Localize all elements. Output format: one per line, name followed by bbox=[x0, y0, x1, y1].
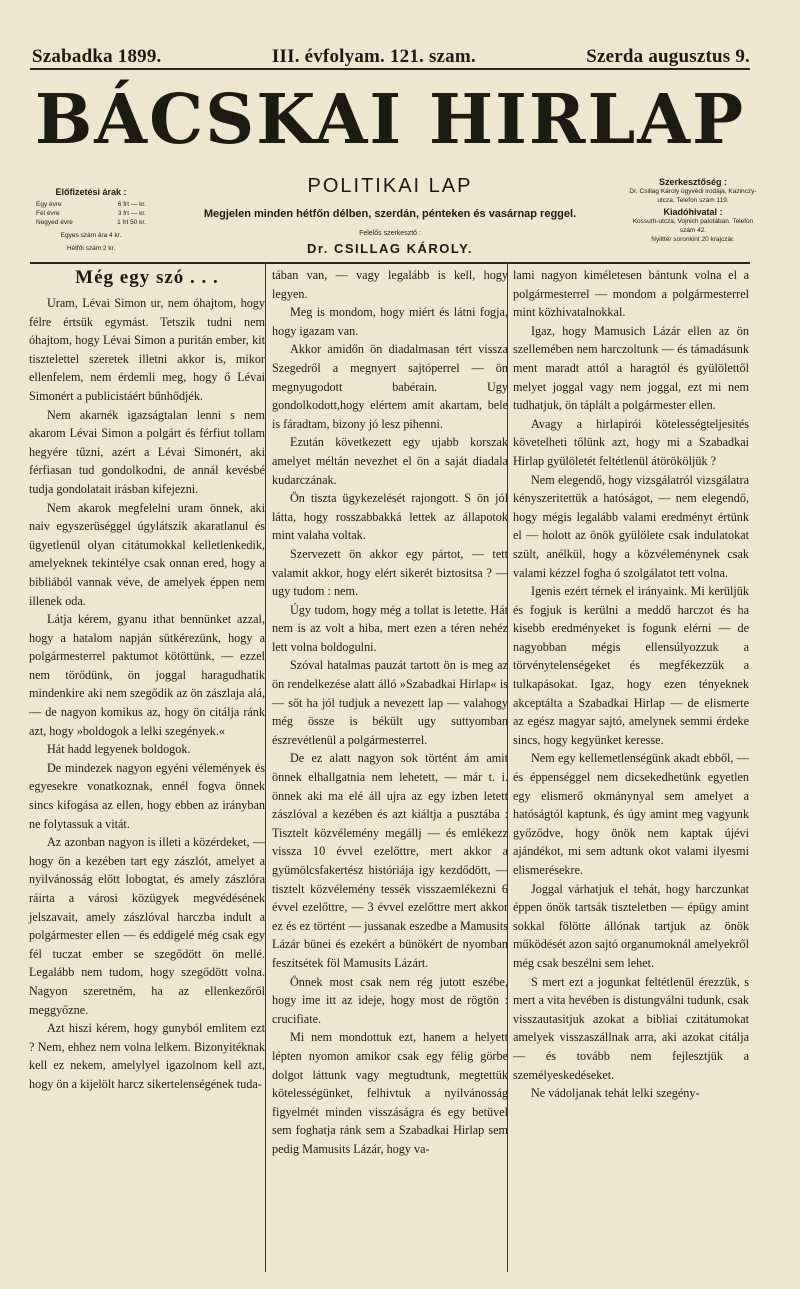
paragraph: Ezután következett egy ujabb korszak amelyet méltán nevezhet el ön a saját diadala kudarczának. bbox=[272, 435, 508, 487]
paragraph: De mindezek nagyon egyéni vélemények és egyesekre vonatkoznak, ennél fogva önnek sincs kifogása az ellen, hogy ebben az irányban ne folytassuk a vitát. bbox=[29, 760, 265, 831]
volume-issue: III. évfolyam. 121. szam. bbox=[271, 46, 476, 67]
paragraph: Akkor amidőn ön diadalmasan tért vissza Szegedről a megnyert sajtóperrel — ön megnyugodott babérain. Ugy gondolkodott,hogy elértem amit akartam, bele is fáradtam, bizony jó lesz pihenni. bbox=[272, 342, 508, 431]
price-row: Negyed évre 1 frt 50 kr. bbox=[36, 219, 146, 226]
top-rule bbox=[30, 68, 750, 70]
editor-label: Felelős szerkesztő : bbox=[359, 230, 421, 237]
paragraph: Úgy tudom, hogy még a tollat is letette. Hát nem is az volt a hiba, mert ezen a téren nehéz lett volna boldogulni. bbox=[272, 602, 508, 654]
header-bottom-rule bbox=[30, 262, 750, 264]
paragraph: Igaz, hogy Mamusich Lázár ellen az ön szellemében nem harczoltunk — és támadásunk ment maradt attól a haragtól és gyülölettől melyet joggal vagy nem joggal, ezt mi nem tudhatjuk, ön táplált a polgármester ellen. bbox=[513, 323, 749, 413]
paragraph: Meg is mondom, hogy miért és látni fogja, hogy igazam van. bbox=[272, 305, 508, 338]
paragraph: Nem egy kellemetlenségünk akadt ebből, — és éppenséggel nem dicsekedhetünk egyetlen egy elismerő okmánynyal sem amelyet a hatóságtól kaptunk, és úgy amint meg vagyunk győződve, hogy önök nem kaptak újévi ajándékot, mi sem adtunk okot valami ilyesmi elismerésekre. bbox=[513, 751, 749, 877]
single-copy-price: Egyes szám ára 4 kr. bbox=[60, 232, 122, 239]
paragraph: Avagy a hirlapirói kötelességteljesités követelheti tőlünk azt, hogy mi a Szabadkai Hirlap gyülöletét feltétlenül átörököljük ? bbox=[513, 416, 749, 468]
paragraph: Önnek most csak nem rég jutott eszébe, hogy ime itt az ideje, hogy most de rögtön : crucifiate. bbox=[272, 974, 508, 1026]
column-2 bbox=[272, 266, 508, 1159]
masthead-center bbox=[150, 175, 630, 256]
issue-date: Szerda augusztus 9. bbox=[586, 46, 750, 67]
editor-name: Dr. CSILLAG KÁROLY. bbox=[307, 241, 473, 256]
subscription-box bbox=[36, 188, 146, 253]
paragraph: Nem elegendő, hogy vizsgálatról vizsgálatra kényszeritettük a hatóságot, — nem elegendő, hogy mégis legalább valami eredményt értünk el — holott az önök gyülölete csak indulatokat szült, anélkül, hogy a közvéleménynek csak valami kézzel fogha ó szolgálatot tett volna. bbox=[513, 472, 749, 580]
paragraph: Hát hadd legyenek boldogok. bbox=[47, 742, 191, 757]
paragraph: S mert ezt a jogunkat feltétlenül érezzük, s mert a vita hevében is distungválni tudunk, csak visszautasitjuk azokat a bibliai czitátumokat amelyek visszaszállnak arra, aki azokat citálja — és tovább nem fejlesztjük a személyeskedéseket. bbox=[513, 974, 749, 1082]
paragraph: Szervezett ön akkor egy pártot, — tett valamit akkor, hogy elért sikerét biztositsa ? — ugy tudom : nem. bbox=[272, 546, 508, 599]
ad-note: Nyilttér soronkint 20 krajczár. bbox=[651, 236, 735, 243]
publishing-heading: Kiadóhivatal : bbox=[663, 207, 723, 217]
paragraph: De ez alatt nagyon sok történt ám amit önnek elhallgatnia nem lehetett, — már t. i. önnek aki ma elé áll ujra az egy izben letett zászlóval a kezében és azt kiáltja a pusztába : Tisztelt közvélemény megállj — és emlékezz vissza 10 évvel ezelőttre, mert akkor a gyümölcsfakertész históriája igy kezdődött, — tisztelt közvélemény tessék visszaemlékezni 6 évvel ezelőttre, — 3 évvel ezelőttre mert akkor ez és ez történt — jussanak eszedbe a Mamusits Lázár bünei és ezekért a bünökért de nyomban feszitsétek föl Mamusits Lázárt. bbox=[272, 751, 508, 970]
paragraph: Igenis ezért térnek el irányaink. Mi kerüljük és fogjuk is kerülni a meddő harczot és ha kisebb eredményeket is fogunk elérni — de nagyobban mégis ellensúlyozzuk a törvénytelenségeket és megfékezzük a tulkapásokat. Igaz, hogy ezen tényeknek akceptálta a Szabadkai Hirlap — de elismerte az egész magyar sajtó, amelynek semmi érdeke sincs, hogy kegyünket keresse. bbox=[513, 584, 749, 747]
paragraph: Joggal várhatjuk el tehát, hogy harczunkat éppen önök tartsák tiszteletben — épügy amint sokkal fölötte állónak tartjuk az önök működését azon sajtó organumoknál amelyekről még csak beszélni sem lehet. bbox=[513, 881, 750, 970]
paragraph: Mi nem mondottuk ezt, hanem a helyett lépten nyomon amikor csak egy félig görbe dolgot láttunk vagy megtudtunk, megtettük kötelességünket, felhivtuk a nyilvánosság figyelmét minden visszáságra és egy betüvel sem foghatja ránk sem a Szabadkai Hirlap sem pedig Mamusits Lázár, hogy va- bbox=[272, 1030, 508, 1156]
column-divider bbox=[265, 262, 266, 1272]
paragraph: tában van, — vagy legalább is kell, hogy legyen. bbox=[272, 268, 508, 301]
paragraph: lami nagyon kiméletesen bántunk volna el a polgármesterrel — mondom a polgármesterrel mint közhivatalnokkal. bbox=[513, 268, 749, 320]
editorial-heading: Szerkesztőség : bbox=[658, 177, 728, 187]
subtitle: POLITIKAI LAP bbox=[307, 175, 473, 197]
editorial-text: Dr. Csillag Károly ügyvédi irodája, Kazinczy-utcza. Telefon szám 119. bbox=[629, 188, 757, 204]
monday-copy-price: Hétfői szám 2 kr. bbox=[66, 245, 116, 252]
paragraph: Ne vádoljanak tehát lelki szegény- bbox=[531, 1086, 700, 1101]
place-year: Szabadka 1899. bbox=[32, 46, 162, 67]
publishing-text: Kossuth-utcza, Vojnich palotában. Telefon szám 42. bbox=[632, 218, 754, 234]
paragraph: Az azonban nagyon is illeti a közérdeket, — hogy ön a kezében tart egy zászlót, amelyet a nyilvánosság előtt lobogtat, és amely zászlóra ráirta a városi közügyek megvédésének jelszavait, amely zászlóval harczba indult a polgármester ellen — és eddigelé még csak egy fél tuczat ember se szegődött ön mellé. Legalább nem tudom, hogy szegődött volna. Nagyon szeretném, ha az ellenkezőről meggyőzne. bbox=[29, 835, 265, 1017]
column-3 bbox=[513, 266, 749, 1103]
paragraph: Azt hiszi kérem, hogy gunyból emlitem ezt ? Nem, ehhez nem volna lelkem. Bizonyitéknak kell ez nekem, amelylyel igazolnom kell azt, hogy ön a kijelölt harcz sikertelenségének tuda- bbox=[29, 1021, 265, 1091]
column-1 bbox=[29, 266, 265, 1094]
office-box bbox=[628, 178, 758, 244]
price-row: Fél évre 3 frt — kr. bbox=[36, 210, 146, 217]
masthead-title: BÁCSKAI HIRLAP bbox=[34, 80, 746, 160]
paragraph: Nem akarok megfelelni uram önnek, aki naiv egyszerüséggel úgylátszik akaratlanul és ügyetlenül olyan citátumokkal kelletlenkedik, amelyeknek tekintélye csak onnan ered, hogy a bibliából vannak véve, de amelyek éppen nem illenek oda. bbox=[29, 500, 265, 608]
paragraph: Szóval hatalmas pauzát tartott ön is meg az ön rendelkezése alatt álló »Szabadkai Hirlap« is — sőt ha jól tudjuk a nevezett lap — valahogy még össze is békült ugy suttyomban észrevétlenül a polgármesterrel. bbox=[272, 658, 508, 747]
article-title: Még egy szó . . . bbox=[75, 267, 219, 288]
publication-schedule: Megjelen minden hétfőn délben, szerdán, pénteken és vasárnap reggel. bbox=[203, 208, 577, 220]
paragraph: Látja kérem, gyanu ithat bennünket azzal, hogy a hatalom napján sütkérezünk, hogy a polgármesterrel paktumot kötöttünk, — ezzel nem törődünk, ön joggal haragudhatik mindenkire aki nem szegődik az ön zászlaja alá, — de nagyon komikus az, hogy ön citálja ránk azt, hogy »boldogok a lelki szegények.« bbox=[29, 612, 265, 738]
paragraph: Uram, Lévai Simon ur, nem óhajtom, hogy félre értsük egymást. Tetszik tudni nem óhajtom, hogy Lévai Simon a puritán ember, kit tisztelettel szeretek illetni akkor is, mikor ellenfelem, nem érdemli meg, hogy ő Lévai Simonért a publicistáért bűnhődjék. bbox=[29, 296, 265, 403]
paragraph: Nem akarnék igazságtalan lenni s nem akarom Lévai Simon a polgárt és férfiut tollam hegyére tűzni, azért a Lévai Simonért, aki férfiasan tud gondolkodni, de annál kevésbé tudja gondolatait irásban kifejezni. bbox=[29, 407, 265, 496]
paragraph: Ön tiszta ügykezelését rajongott. S ön jól látta, hogy rosszabbakká lettek az állapotok mint valaha voltak. bbox=[272, 491, 508, 543]
subscription-heading: Előfizetési árak : bbox=[55, 187, 127, 197]
price-row: Egy évre 6 frt — kr. bbox=[36, 201, 146, 208]
dateline bbox=[32, 46, 750, 68]
